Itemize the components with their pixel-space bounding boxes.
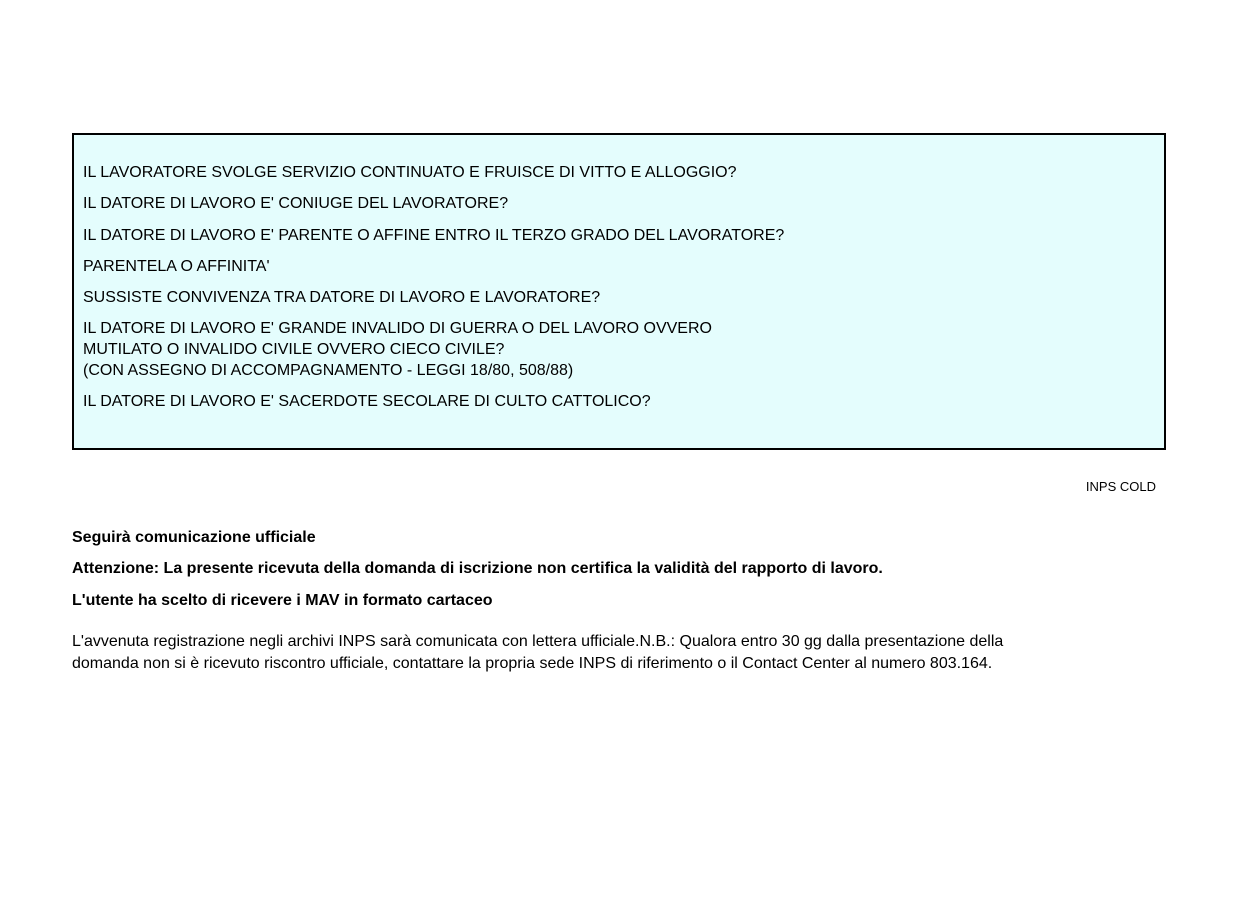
question-priest: IL DATORE DI LAVORO E' SACERDOTE SECOLARE DI CULTO CATTOLICO? (83, 393, 651, 410)
questions-box (72, 133, 1166, 450)
attention-note: Attenzione: La presente ricevuta della domanda di iscrizione non certifica la validità del rapporto di lavoro. (72, 560, 883, 577)
question-disability-line-3: (CON ASSEGNO DI ACCOMPAGNAMENTO - LEGGI 18/80, 508/88) (83, 362, 574, 379)
question-spouse: IL DATORE DI LAVORO E' CONIUGE DEL LAVORATORE? (83, 195, 509, 212)
question-disability-line-2: MUTILATO O INVALIDO CIVILE OVVERO CIECO CIVILE? (83, 341, 505, 358)
official-communication-note: Seguirà comunicazione ufficiale (72, 529, 316, 546)
question-disability (83, 318, 712, 381)
question-continuous-service: IL LAVORATORE SVOLGE SERVIZIO CONTINUATO E FRUISCE DI VITTO E ALLOGGIO? (83, 164, 737, 181)
question-kinship: PARENTELA O AFFINITA' (83, 258, 270, 275)
inps-cold-code: INPS COLD (1085, 479, 1156, 494)
registration-notice: L'avvenuta registrazione negli archivi INPS sarà comunicata con lettera ufficiale.N.B.: Qualora entro 30 gg dalla presentazione della domanda non si è ricevuto riscontro ufficiale, contattare la propria sede INPS di riferimento o il Contact Center al numero 803.164. (72, 633, 1004, 672)
question-cohabitation: SUSSISTE CONVIVENZA TRA DATORE DI LAVORO E LAVORATORE? (83, 289, 601, 306)
question-relative: IL DATORE DI LAVORO E' PARENTE O AFFINE ENTRO IL TERZO GRADO DEL LAVORATORE? (83, 227, 785, 244)
question-disability-line-1: IL DATORE DI LAVORO E' GRANDE INVALIDO DI GUERRA O DEL LAVORO OVVERO (83, 320, 712, 337)
mav-format-note: L'utente ha scelto di ricevere i MAV in formato cartaceo (72, 592, 493, 609)
